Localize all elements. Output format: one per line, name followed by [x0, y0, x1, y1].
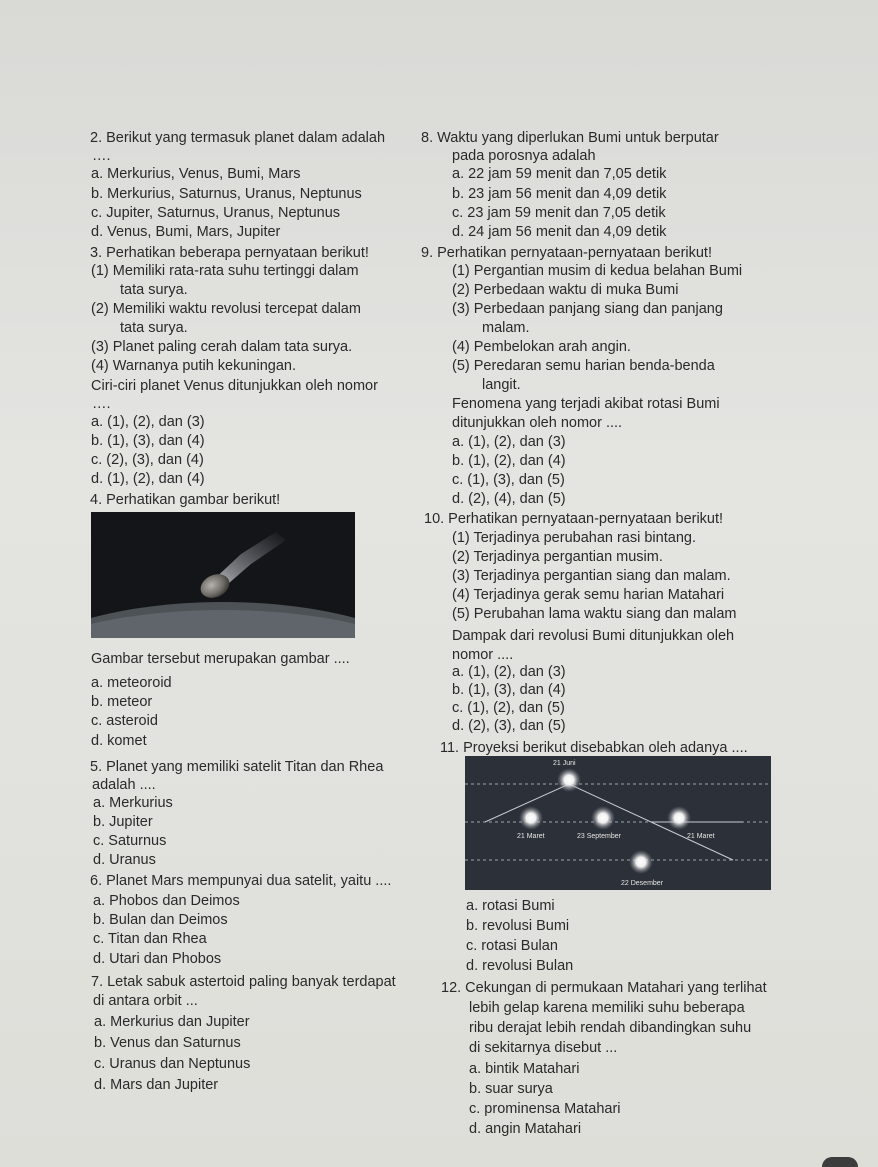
- q8-option-b: b. 23 jam 56 menit dan 4,09 detik: [452, 186, 667, 202]
- q9-statement-2: (2) Perbedaan waktu di muka Bumi: [452, 282, 679, 298]
- q4-option-d: d. komet: [91, 733, 147, 749]
- q5-stem-cont: adalah ....: [92, 777, 156, 793]
- q6-option-b: b. Bulan dan Deimos: [93, 912, 228, 928]
- q3-statement-2: (2) Memiliki waktu revolusi tercepat dalam: [91, 301, 361, 317]
- q12-stem-3: ribu derajat lebih rendah dibandingkan suhu: [469, 1020, 752, 1036]
- q12-stem-4: di sekitarnya disebut ...: [469, 1040, 618, 1056]
- label-23-september: 23 September: [577, 833, 621, 840]
- label-21-juni: 21 Juni: [553, 760, 576, 767]
- q10-statement-4: (4) Terjadinya gerak semu harian Matahari: [452, 587, 725, 603]
- sun-projection-diagram: [465, 756, 771, 890]
- sun-icon-mar2: [667, 806, 691, 830]
- q7-option-d: d. Mars dan Jupiter: [94, 1077, 219, 1093]
- sun-icon-jun: [557, 768, 581, 792]
- q9-statement-3: (3) Perbedaan panjang siang dan panjang: [452, 301, 723, 317]
- q3-statement-2-cont: tata surya.: [120, 320, 188, 336]
- q2-stem: 2. Berikut yang termasuk planet dalam adalah: [90, 130, 386, 146]
- q3-option-c: c. (2), (3), dan (4): [91, 452, 204, 468]
- q12-option-b: b. suar surya: [469, 1081, 553, 1097]
- q12-option-a: a. bintik Matahari: [469, 1061, 580, 1077]
- q3-option-b: b. (1), (3), dan (4): [91, 433, 205, 449]
- q10-option-d: d. (2), (3), dan (5): [452, 718, 566, 734]
- q10-statement-5: (5) Perubahan lama waktu siang dan malam: [452, 606, 737, 622]
- q8-stem-cont: pada porosnya adalah: [452, 148, 596, 164]
- q3-statement-3: (3) Planet paling cerah dalam tata surya.: [91, 339, 353, 355]
- q12-option-d: d. angin Matahari: [469, 1121, 582, 1137]
- q5-option-a: a. Merkurius: [93, 795, 173, 811]
- q8-option-a: a. 22 jam 59 menit dan 7,05 detik: [452, 166, 667, 182]
- q9-option-c: c. (1), (3), dan (5): [452, 472, 565, 488]
- q10-question-cont: nomor ....: [452, 647, 514, 663]
- q9-stem: 9. Perhatikan pernyataan-pernyataan berikut!: [421, 245, 712, 261]
- q4-caption: Gambar tersebut merupakan gambar ....: [91, 651, 350, 667]
- q6-stem: 6. Planet Mars mempunyai dua satelit, yaitu ....: [90, 873, 392, 889]
- q9-statement-3-cont: malam.: [482, 320, 530, 336]
- q3-stem: 3. Perhatikan beberapa pernyataan berikut!: [90, 245, 369, 261]
- q3-option-a: a. (1), (2), dan (3): [91, 414, 205, 430]
- sun-icon-sep: [591, 806, 615, 830]
- q8-option-c: c. 23 jam 59 menit dan 7,05 detik: [452, 205, 666, 221]
- q11-stem: 11. Proyeksi berikut disebabkan oleh adanya ....: [440, 740, 748, 756]
- q9-question-cont: ditunjukkan oleh nomor ....: [452, 415, 623, 431]
- q5-stem: 5. Planet yang memiliki satelit Titan dan Rhea: [90, 759, 384, 775]
- q4-option-a: a. meteoroid: [91, 675, 172, 691]
- q10-question: Dampak dari revolusi Bumi ditunjukkan oleh: [452, 628, 735, 644]
- sun-icon-dec: [629, 850, 653, 874]
- q3-statement-1-cont: tata surya.: [120, 282, 188, 298]
- q9-option-d: d. (2), (4), dan (5): [452, 491, 566, 507]
- q12-stem: 12. Cekungan di permukaan Matahari yang terlihat: [441, 980, 767, 996]
- q3-statement-4: (4) Warnanya putih kekuningan.: [91, 358, 296, 374]
- q2-option-b: b. Merkurius, Saturnus, Uranus, Neptunus: [91, 186, 362, 202]
- meteor-image: [91, 512, 355, 638]
- q7-option-c: c. Uranus dan Neptunus: [94, 1056, 251, 1072]
- q12-stem-2: lebih gelap karena memiliki suhu beberapa: [469, 1000, 745, 1016]
- q10-stem: 10. Perhatikan pernyataan-pernyataan berikut!: [424, 511, 724, 527]
- q7-option-a: a. Merkurius dan Jupiter: [94, 1014, 250, 1030]
- q2-option-d: d. Venus, Bumi, Mars, Jupiter: [91, 224, 281, 240]
- q11-option-d: d. revolusi Bulan: [466, 958, 574, 974]
- q4-option-c: c. asteroid: [91, 713, 158, 729]
- q5-option-b: b. Jupiter: [93, 814, 153, 830]
- q9-statement-5-cont: langit.: [482, 377, 521, 393]
- q10-option-b: b. (1), (3), dan (4): [452, 682, 566, 698]
- label-21-maret: 21 Maret: [517, 833, 545, 840]
- q8-stem: 8. Waktu yang diperlukan Bumi untuk berputar: [421, 130, 719, 146]
- q2-option-a: a. Merkurius, Venus, Bumi, Mars: [91, 166, 301, 182]
- q7-option-b: b. Venus dan Saturnus: [94, 1035, 241, 1051]
- q9-statement-4: (4) Pembelokan arah angin.: [452, 339, 631, 355]
- q11-option-c: c. rotasi Bulan: [466, 938, 558, 954]
- q5-option-c: c. Saturnus: [93, 833, 167, 849]
- q11-option-b: b. revolusi Bumi: [466, 918, 570, 934]
- q9-statement-1: (1) Pergantian musim di kedua belahan Bumi: [452, 263, 743, 279]
- q8-option-d: d. 24 jam 56 menit dan 4,09 detik: [452, 224, 667, 240]
- q10-statement-3: (3) Terjadinya pergantian siang dan malam.: [452, 568, 731, 584]
- q11-option-a: a. rotasi Bumi: [466, 898, 555, 914]
- q9-option-a: a. (1), (2), dan (3): [452, 434, 566, 450]
- sun-icon-mar: [519, 806, 543, 830]
- q12-option-c: c. prominensa Matahari: [469, 1101, 621, 1117]
- q5-option-d: d. Uranus: [93, 852, 156, 868]
- q9-option-b: b. (1), (2), dan (4): [452, 453, 566, 469]
- q10-statement-2: (2) Terjadinya pergantian musim.: [452, 549, 663, 565]
- q7-stem-cont: di antara orbit ...: [93, 993, 198, 1009]
- q9-question: Fenomena yang terjadi akibat rotasi Bumi: [452, 396, 720, 412]
- q9-statement-5: (5) Peredaran semu harian benda-benda: [452, 358, 715, 374]
- q10-statement-1: (1) Terjadinya perubahan rasi bintang.: [452, 530, 696, 546]
- q4-stem: 4. Perhatikan gambar berikut!: [90, 492, 281, 508]
- q6-option-c: c. Titan dan Rhea: [93, 931, 207, 947]
- q6-option-d: d. Utari dan Phobos: [93, 951, 222, 967]
- q7-stem: 7. Letak sabuk astertoid paling banyak terdapat: [91, 974, 396, 990]
- q6-option-a: a. Phobos dan Deimos: [93, 893, 240, 909]
- q10-option-c: c. (1), (2), dan (5): [452, 700, 565, 716]
- q3-option-d: d. (1), (2), dan (4): [91, 471, 205, 487]
- q10-option-a: a. (1), (2), dan (3): [452, 664, 566, 680]
- q3-question: Ciri-ciri planet Venus ditunjukkan oleh nomor: [91, 378, 378, 394]
- q3-question-cont: ….: [92, 396, 111, 412]
- label-21-maret-2: 21 Maret: [687, 833, 715, 840]
- page-number-tab: [822, 1157, 858, 1167]
- q2-option-c: c. Jupiter, Saturnus, Uranus, Neptunus: [91, 205, 341, 221]
- q4-option-b: b. meteor: [91, 694, 153, 710]
- q3-statement-1: (1) Memiliki rata-rata suhu tertinggi dalam: [91, 263, 359, 279]
- label-22-desember: 22 Desember: [621, 880, 664, 887]
- q2-stem-cont: ….: [92, 148, 111, 164]
